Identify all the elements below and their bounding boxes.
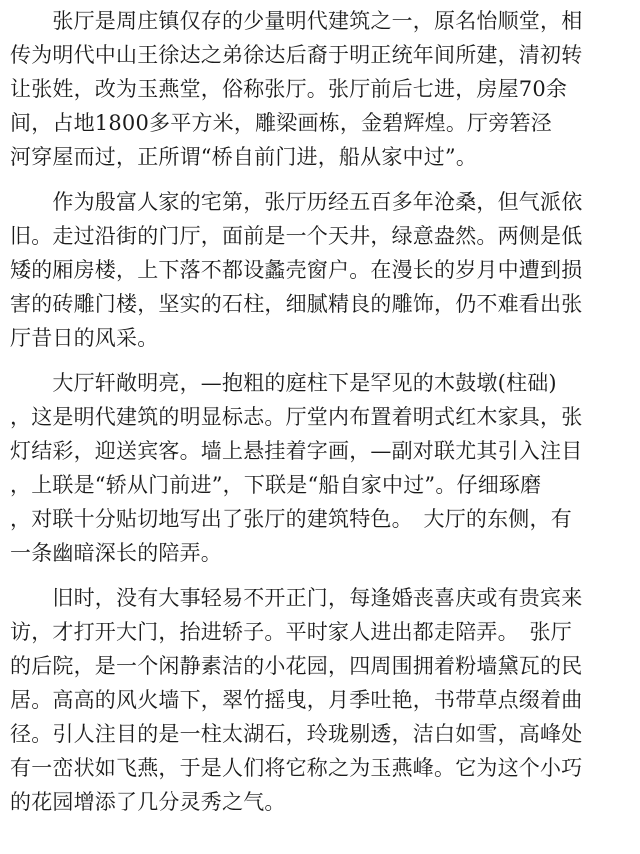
text-line: 让张姓，改为玉燕堂，俗称张厅。张厅前后七进，房屋70余: [10, 77, 568, 101]
text-line: 河穿屋而过，正所谓“桥自前门进，船从家中过”。: [10, 145, 478, 169]
text-line: ，这是明代建筑的明显标志。厅堂内布置着明式红木家具，张: [10, 405, 583, 429]
paragraph-3: [10, 366, 632, 570]
text-line: 的花园增添了几分灵秀之气。: [10, 790, 286, 814]
paragraph-1: [10, 4, 632, 174]
paragraph-4: [10, 581, 632, 819]
text-line: 旧。走过沿街的门厅，面前是一个天井，绿意盎然。两侧是低: [10, 224, 583, 248]
text-line: 矮的厢房楼，上下落不都设蠡壳窗户。在漫长的岁月中遭到损: [10, 258, 583, 282]
text-line: 有一峦状如飞燕，于是人们将它称之为玉燕峰。它为这个小巧: [10, 756, 583, 780]
text-line: 间，占地1800多平方米，雕梁画栋，金碧辉煌。厅旁箬泾: [10, 111, 552, 135]
text-line: 害的砖雕门楼，坚实的石柱，细腻精良的雕饰，仍不难看出张: [10, 292, 583, 316]
text-line: 的后院，是一个闲静素洁的小花园，四周围拥着粉墙黛瓦的民: [10, 654, 583, 678]
text-line: 一条幽暗深长的陪弄。: [10, 541, 222, 565]
paragraph-2: [10, 185, 632, 355]
text-line: 传为明代中山王徐达之弟徐达后裔于明正统年间所建，清初转: [10, 43, 583, 67]
text-line: 张厅是周庄镇仅存的少量明代建筑之一，原名怡顺堂，相: [10, 9, 583, 33]
text-line: 厅昔日的风采。: [10, 326, 159, 350]
text-line: 大厅轩敞明亮，—抱粗的庭柱下是罕见的木鼓墩(柱础): [10, 371, 557, 395]
text-line: ，上联是“轿从门前进”，下联是“船自家中过”。仔细琢磨: [10, 473, 542, 497]
text-line: 居。高高的风火墙下，翠竹摇曳，月季吐艳，书带草点缀着曲: [10, 688, 583, 712]
text-line: 灯结彩，迎送宾客。墙上悬挂着字画，—副对联尤其引入注目: [10, 439, 583, 463]
text-line: 作为殷富人家的宅第，张厅历经五百多年沧桑，但气派依: [10, 190, 583, 214]
text-line: 径。引人注目的是一柱太湖石，玲珑剔透，洁白如雪，高峰处: [10, 722, 583, 746]
text-line: ，对联十分贴切地写出了张厅的建筑特色。 大厅的东侧，有: [10, 507, 572, 531]
text-line: 旧时，没有大事轻易不开正门，每逢婚丧喜庆或有贵宾来: [10, 586, 583, 610]
text-line: 访，才打开大门，抬进轿子。平时家人进出都走陪弄。 张厅: [10, 620, 572, 644]
